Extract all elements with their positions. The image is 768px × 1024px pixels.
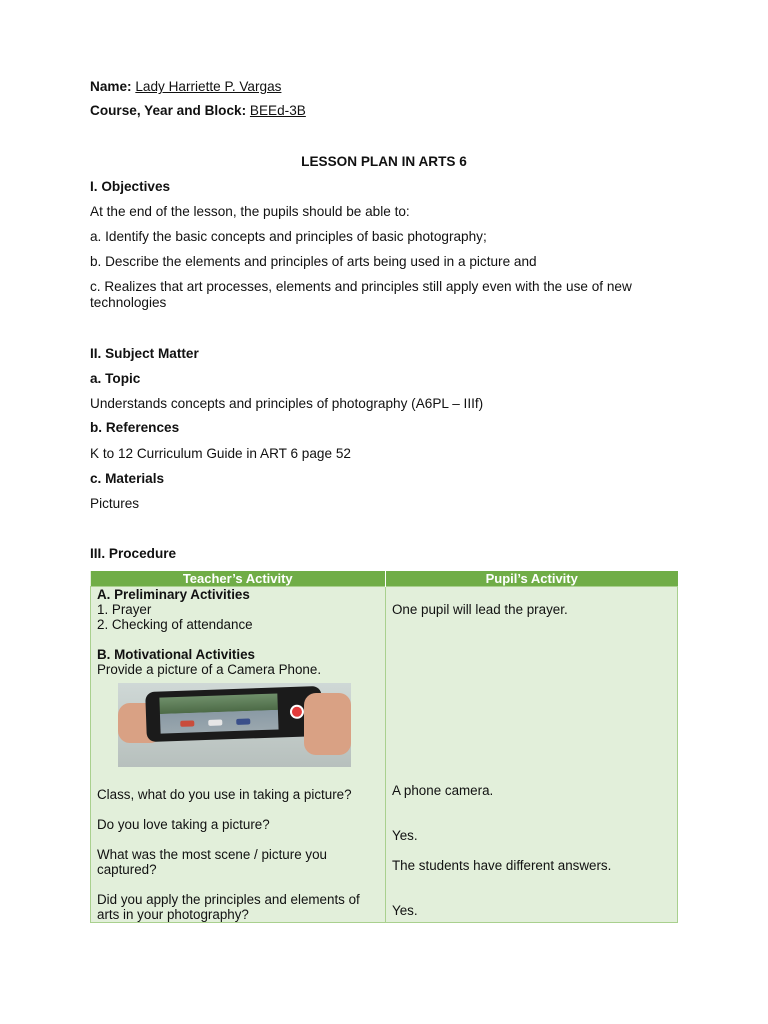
prelim-item-attendance: 2. Checking of attendance xyxy=(97,617,253,632)
procedure-heading: III. Procedure xyxy=(90,546,177,561)
objective-b: b. Describe the elements and principles of arts being used in a picture and xyxy=(90,254,537,269)
motivational-text: Provide a picture of a Camera Phone. xyxy=(97,662,322,677)
objectives-intro: At the end of the lesson, the pupils should be able to: xyxy=(90,204,410,219)
topic-text: Understands concepts and principles of photography (A6PL – IIIf) xyxy=(90,396,484,411)
pupil-answer-prayer: One pupil will lead the prayer. xyxy=(392,602,568,617)
answer-3: The students have different answers. xyxy=(392,858,612,873)
materials-text: Pictures xyxy=(90,496,140,511)
right-hand xyxy=(304,693,351,755)
name-label: Name: xyxy=(90,79,132,94)
camera-phone-photo xyxy=(118,683,351,767)
page-title: LESSON PLAN IN ARTS 6 xyxy=(301,154,467,169)
phone-screen xyxy=(159,693,278,733)
topic-label: a. Topic xyxy=(90,371,141,386)
phone-image xyxy=(145,686,323,742)
teacher-activity-header: Teacher’s Activity xyxy=(91,571,386,587)
course-label: Course, Year and Block: xyxy=(90,103,247,118)
table-row xyxy=(91,587,678,923)
procedure-table xyxy=(90,571,678,923)
prelim-item-prayer: 1. Prayer xyxy=(97,602,152,617)
question-3: What was the most scene / picture you captured? xyxy=(97,847,327,877)
teacher-cell xyxy=(91,587,386,923)
question-1: Class, what do you use in taking a picture? xyxy=(97,787,352,802)
course-value: BEEd-3B xyxy=(249,103,306,118)
materials-label: c. Materials xyxy=(90,471,165,486)
name-value: Lady Harriette P. Vargas xyxy=(135,79,282,94)
references-label: b. References xyxy=(90,420,180,435)
answer-2: Yes. xyxy=(392,828,418,843)
answer-4: Yes. xyxy=(392,903,418,918)
objective-a: a. Identify the basic concepts and principles of basic photography; xyxy=(90,229,487,244)
preliminary-heading: A. Preliminary Activities xyxy=(97,587,250,602)
objectives-heading: I. Objectives xyxy=(90,179,171,194)
course-row xyxy=(90,103,306,118)
question-2: Do you love taking a picture? xyxy=(97,817,270,832)
objective-c: c. Realizes that art processes, elements and principles still apply even with the use of new technologies xyxy=(90,279,632,310)
answer-1: A phone camera. xyxy=(392,783,494,798)
shutter-icon xyxy=(290,705,304,719)
motivational-heading: B. Motivational Activities xyxy=(97,647,255,662)
pupil-activity-header: Pupil’s Activity xyxy=(386,571,678,587)
subject-matter-heading: II. Subject Matter xyxy=(90,346,199,361)
pupil-cell xyxy=(386,587,678,923)
name-row xyxy=(90,79,281,94)
question-4: Did you apply the principles and elements of arts in your photography? xyxy=(97,892,360,922)
references-text: K to 12 Curriculum Guide in ART 6 page 52 xyxy=(90,446,351,461)
